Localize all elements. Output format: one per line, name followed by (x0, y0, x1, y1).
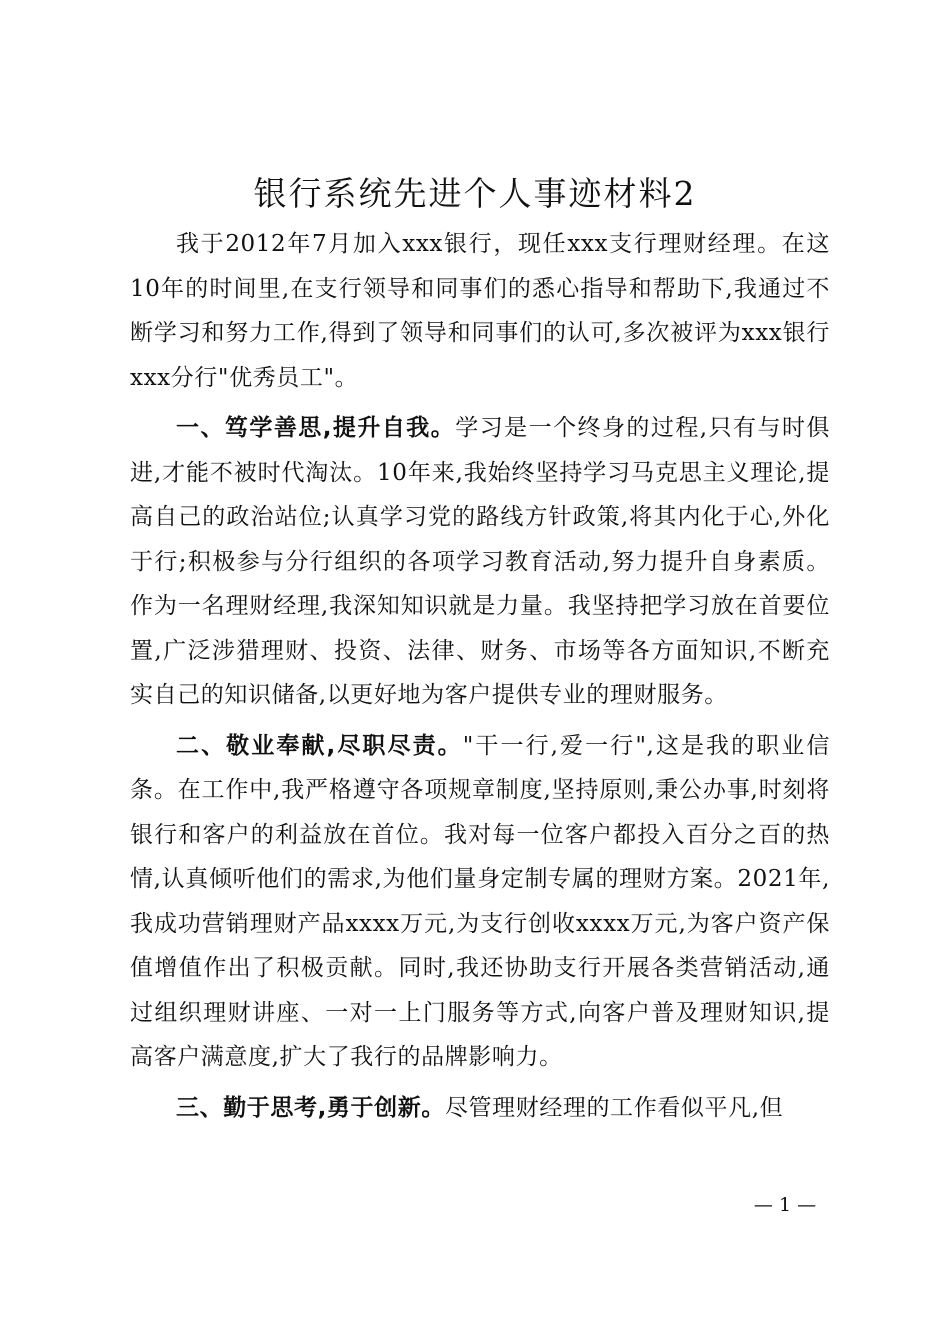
paragraph-section-1 (130, 406, 830, 718)
section-3-heading: 三、勤于思考,勇于创新。 (176, 1094, 445, 1121)
paragraph-intro-text: 我于2012年7月加入xxx银行，现任xxx支行理财经理。在这10年的时间里,在支行领导和同事们的悉心指导和帮助下,我通过不断学习和努力工作,得到了领导和同事们的认可,多次被评为xxx银行xxx分行"优秀员工"。 (130, 231, 830, 391)
paragraph-section-3 (130, 1086, 830, 1131)
section-2-heading: 二、敬业奉献,尽职尽责。 (176, 732, 463, 759)
section-3-text: 尽管理财经理的工作看似平凡,但 (444, 1094, 784, 1121)
paragraph-section-2 (130, 724, 830, 1080)
paragraph-intro (130, 222, 830, 400)
document-body (130, 222, 830, 1130)
section-1-heading: 一、笃学善思,提升自我。 (176, 415, 456, 441)
page-number: — 1 — (753, 1194, 817, 1216)
section-1-text: 学习是一个终身的过程,只有与时俱进,才能不被时代淘汰。10年来,我始终坚持学习马克思主义理论,提高自己的政治站位;认真学习党的路线方针政策,将其内化于心,外化于行;积极参与分行组织的各项学习教育活动,努力提升自身素质。作为一名理财经理,我深知知识就是力量。我坚持把学习放在首要位置,广泛涉猎理财、投资、法律、财务、市场等各方面知识,不断充实自己的知识储备,以更好地为客户提供专业的理财服务。 (130, 415, 831, 708)
section-2-text: "干一行,爱一行",这是我的职业信条。在工作中,我严格遵守各项规章制度,坚持原则,秉公办事,时刻将银行和客户的利益放在首位。我对每一位客户都投入百分之百的热情,认真倾听他们的需求,为他们量身定制专属的理财方案。2021年,我成功营销理财产品xxxx万元,为支行创收xxxx万元,为客户资产保值增值作出了积极贡献。同时,我还协助支行开展各类营销活动,通过组织理财讲座、一对一上门服务等方式,向客户普及理财知识,提高客户满意度,扩大了我行的品牌影响力。 (130, 732, 830, 1070)
document-title: 银行系统先进个人事迹材料2 (253, 174, 697, 213)
